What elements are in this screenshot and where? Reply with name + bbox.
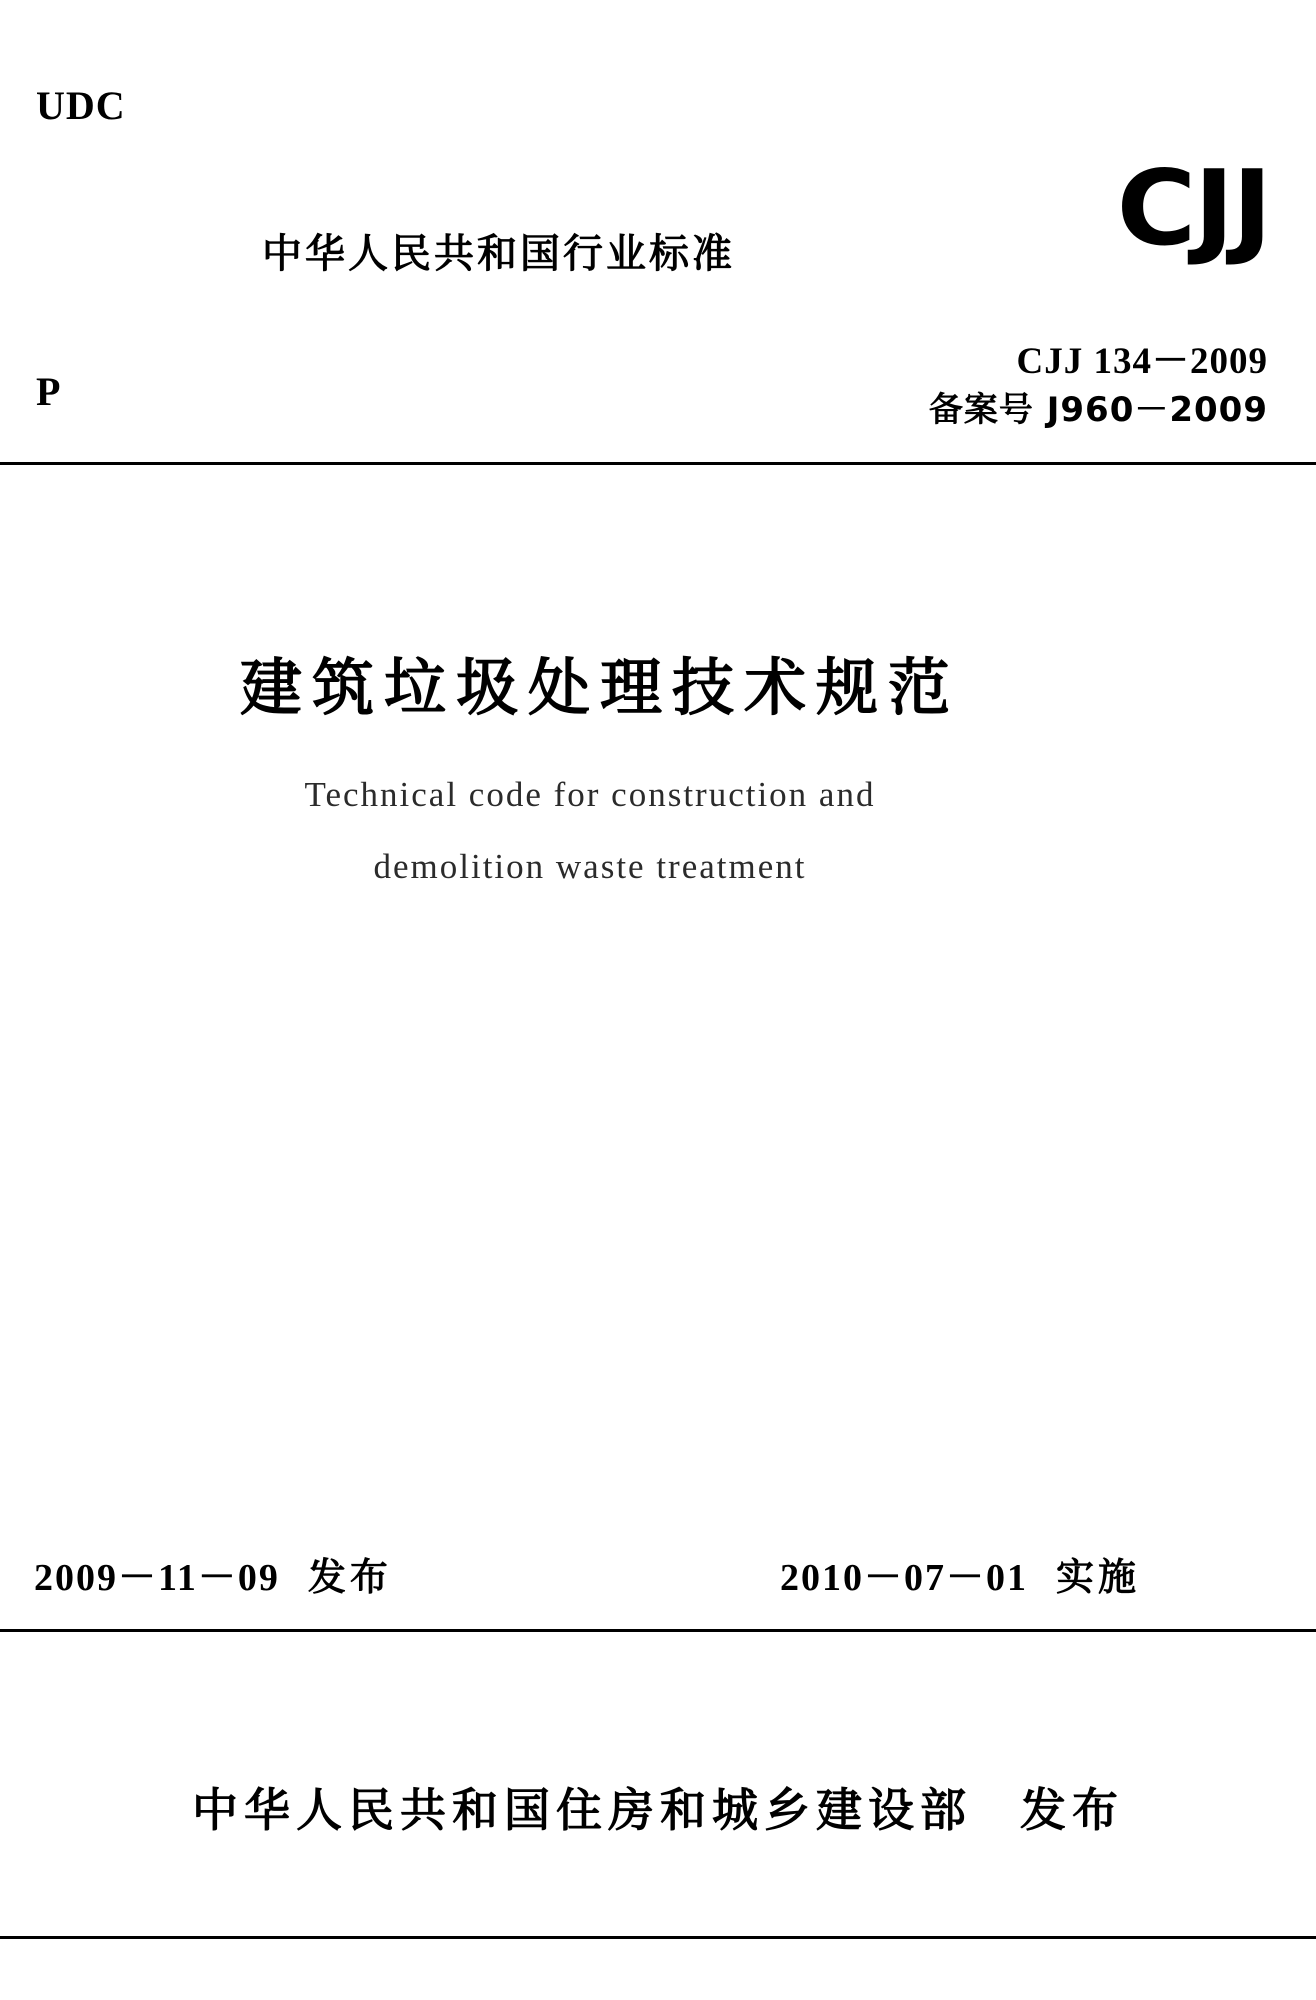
divider-middle — [0, 1629, 1316, 1632]
effective-date-block — [780, 1546, 1140, 1601]
document-title-chinese: 建筑垃圾处理技术规范 — [239, 651, 960, 724]
publisher-verb: 发布 — [1020, 1783, 1124, 1837]
ministry-standard-line: 中华人民共和国行业标准 — [262, 231, 735, 277]
code-number: CJJ 134－2009 — [1016, 341, 1268, 382]
issue-date: 2009－11－09 — [34, 1557, 280, 1599]
cjj-logo: CJJ — [1116, 148, 1270, 269]
issue-date-block — [34, 1546, 392, 1601]
publisher-name: 中华人民共和国住房和城乡建设部 — [192, 1783, 972, 1837]
divider-bottom — [0, 1936, 1316, 1939]
publisher-block — [0, 1774, 1316, 1840]
document-title-english-line1: Technical code for construction and — [304, 775, 876, 814]
effective-date: 2010－07－01 — [780, 1557, 1029, 1599]
divider-top — [0, 462, 1316, 465]
effective-verb: 实施 — [1056, 1555, 1141, 1599]
classification-p-label: P — [36, 369, 61, 414]
record-number: 备案号 J960－2009 — [928, 390, 1268, 430]
udc-label: UDC — [36, 83, 126, 128]
document-title-english-line2: demolition waste treatment — [373, 847, 807, 886]
issue-verb: 发布 — [307, 1555, 392, 1599]
